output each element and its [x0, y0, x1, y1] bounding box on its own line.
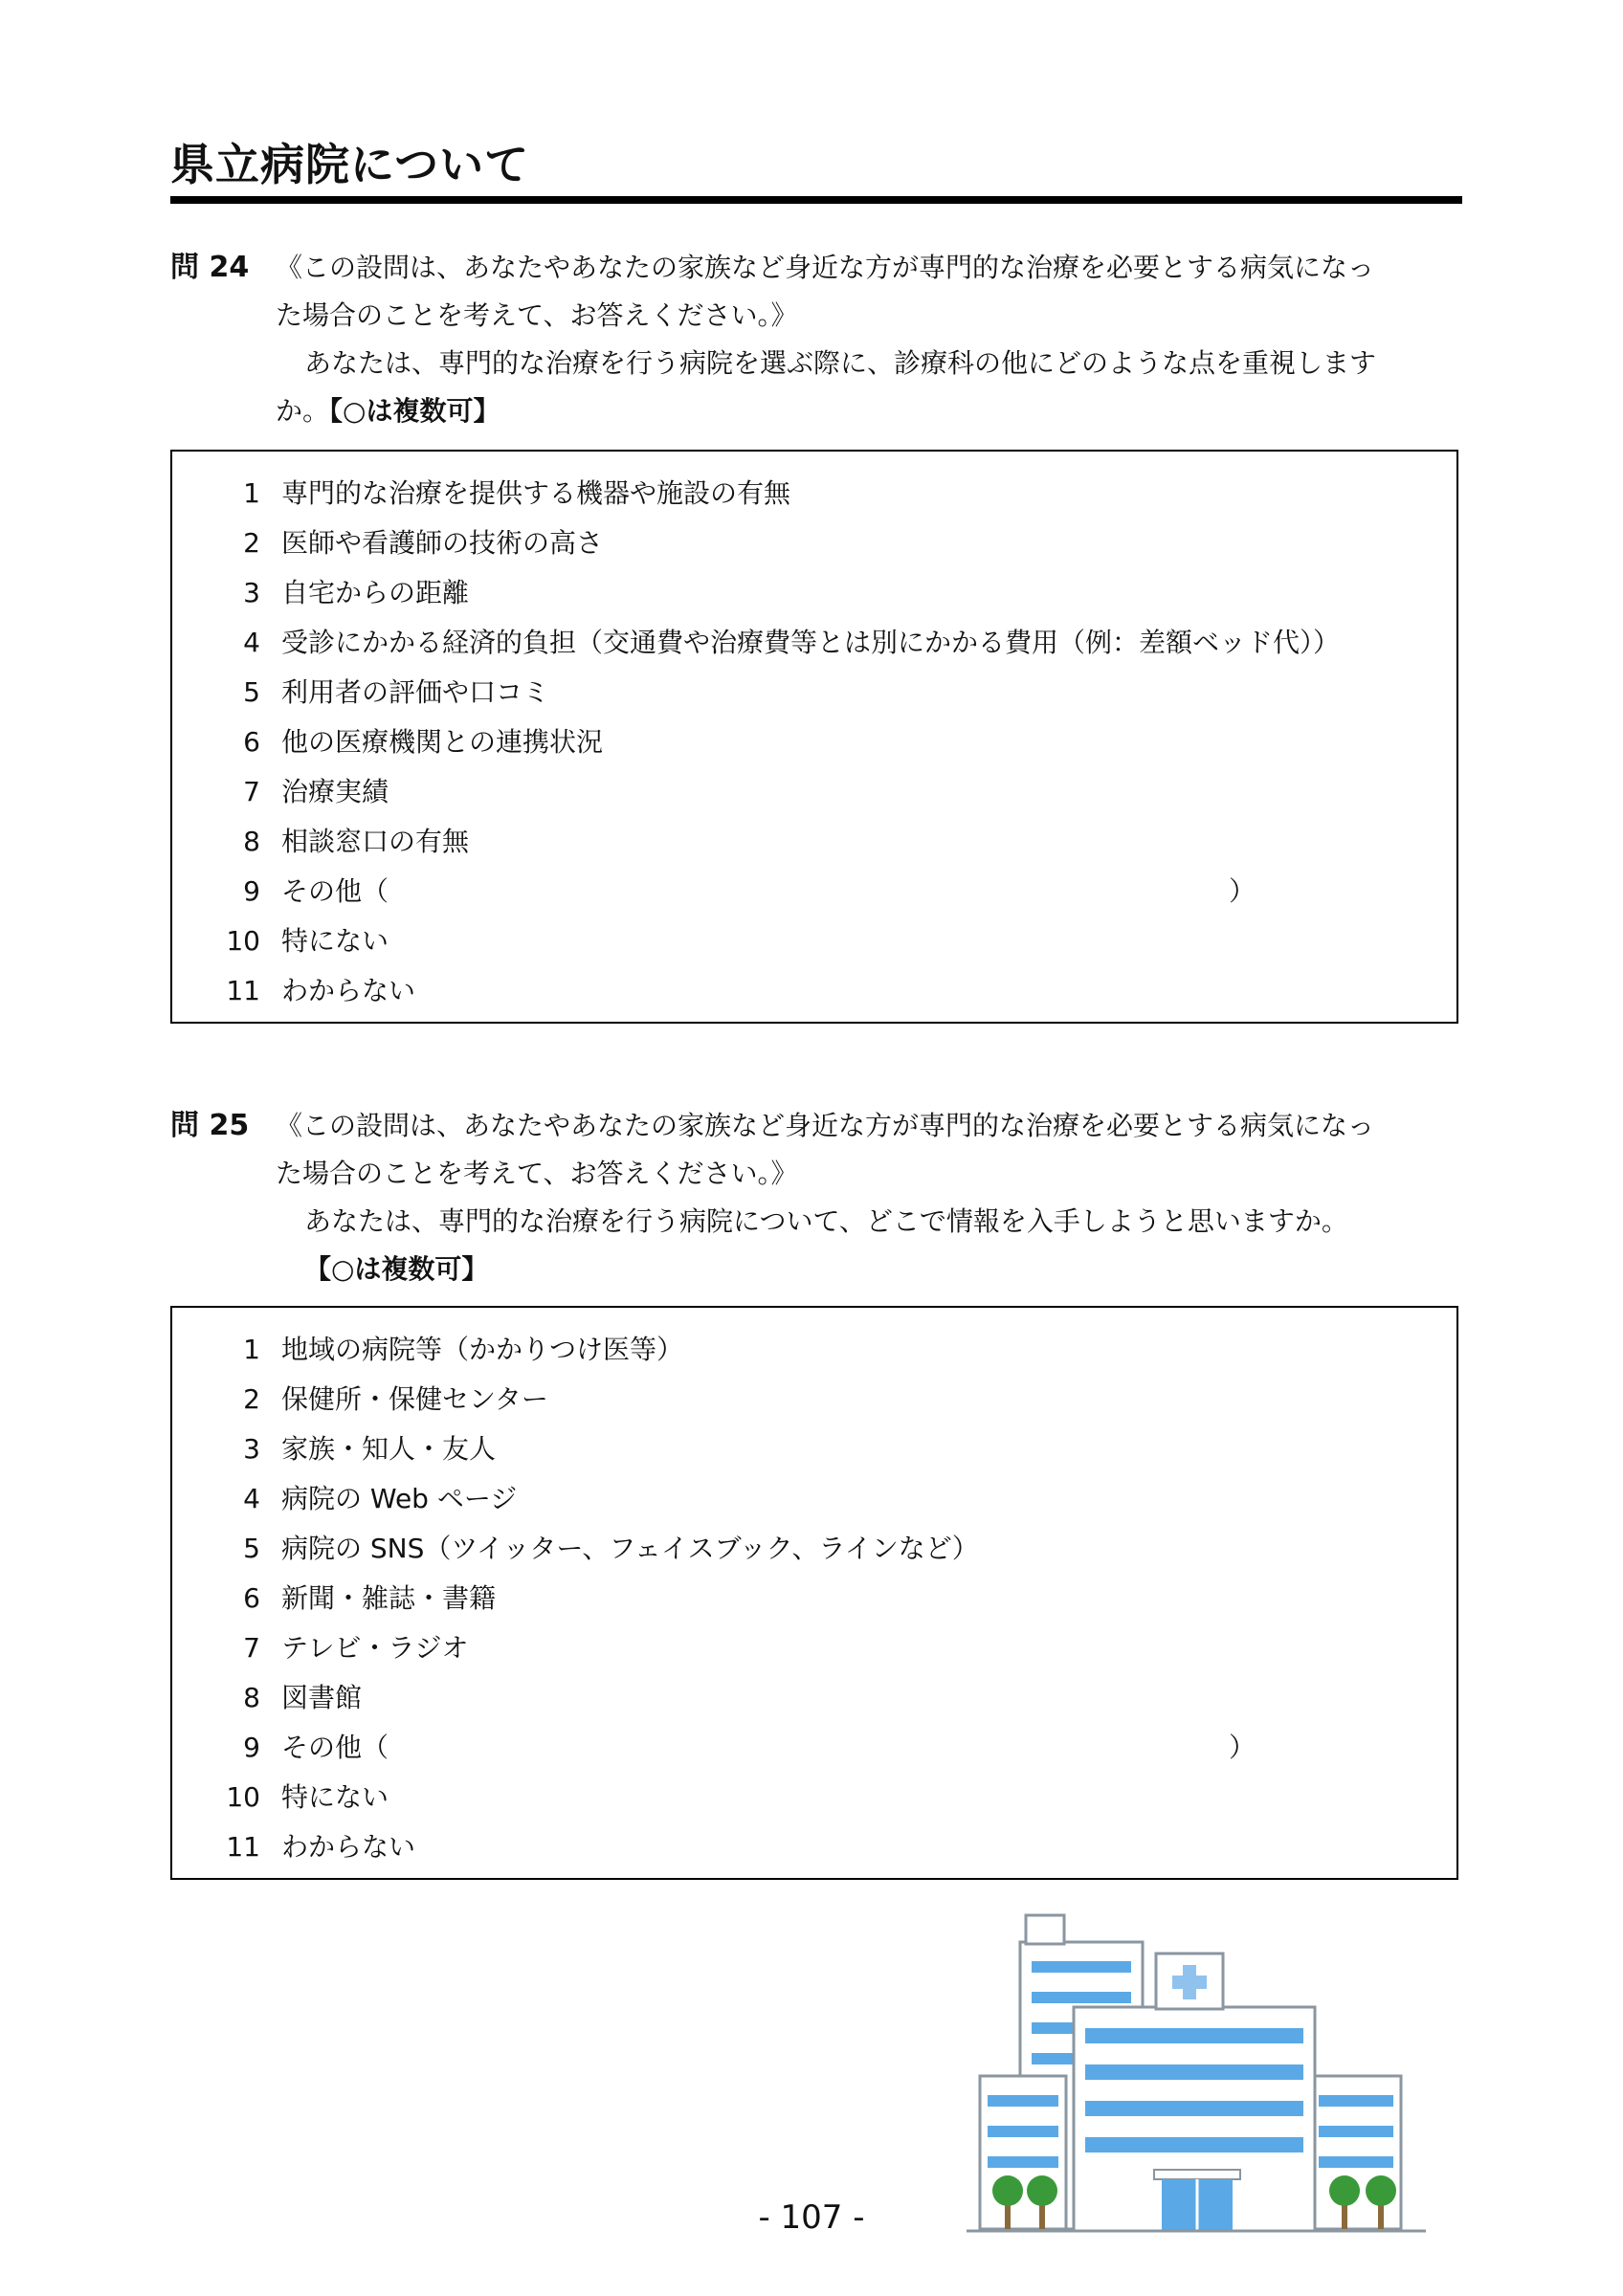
- question-number: 問 25: [170, 1109, 250, 1142]
- question-line: 《この設問は、あなたやあなたの家族など身近な方が専門的な治療を必要とする病気になっ: [276, 1110, 1375, 1141]
- option-label: 図書館: [281, 1682, 363, 1713]
- option-label: 家族・知人・友人: [281, 1433, 497, 1465]
- option-label: テレビ・ラジオ: [281, 1632, 469, 1664]
- option-label: 病院の Web ページ: [281, 1483, 518, 1514]
- option-number: 7: [243, 1632, 260, 1664]
- option-number: 8: [243, 826, 260, 857]
- question-25: [170, 1102, 1462, 1303]
- option-number: 1: [243, 1334, 260, 1365]
- question-line: [276, 1246, 1462, 1293]
- question-line: 《この設問は、あなたやあなたの家族など身近な方が専門的な治療を必要とする病気になっ: [276, 252, 1375, 283]
- option-item-other[interactable]: [172, 867, 1455, 916]
- title-rule: [170, 196, 1462, 204]
- options-box-25: [170, 1306, 1458, 1880]
- hospital-building-icon: [967, 1904, 1426, 2243]
- option-number: 11: [226, 975, 260, 1006]
- option-number: 8: [243, 1682, 260, 1713]
- option-number: 4: [243, 627, 260, 658]
- option-number: 4: [243, 1483, 260, 1514]
- option-label: 特にない: [281, 1781, 389, 1813]
- option-label: 治療実績: [281, 776, 389, 807]
- option-number: 6: [243, 1582, 260, 1614]
- option-number: 11: [226, 1831, 260, 1863]
- section-title: 県立病院について: [170, 139, 530, 190]
- option-number: 3: [243, 1433, 260, 1465]
- question-24: [170, 244, 1462, 445]
- question-text: [276, 1102, 1462, 1293]
- option-label: その他（: [281, 875, 389, 907]
- option-label: その他（: [281, 1732, 389, 1763]
- option-number: 2: [243, 1383, 260, 1415]
- option-label: 新聞・雑誌・書籍: [281, 1582, 497, 1614]
- option-label: 特にない: [281, 925, 389, 957]
- question-line: あなたは、専門的な治療を行う病院について、どこで情報を入手しようと思いますか。: [304, 1205, 1348, 1237]
- option-number: 7: [243, 776, 260, 807]
- option-label: 自宅からの距離: [281, 577, 470, 608]
- option-label: 受診にかかる経済的負担（交通費や治療費等とは別にかかる費用（例：差額ベッド代））: [281, 627, 1341, 658]
- other-close-paren: ）: [1229, 1732, 1256, 1763]
- option-label: 他の医療機関との連携状況: [281, 726, 604, 758]
- question-number: 問 24: [170, 251, 250, 284]
- option-label: 利用者の評価や口コミ: [281, 676, 550, 708]
- option-label: わからない: [281, 1831, 416, 1863]
- option-number: 9: [243, 875, 260, 907]
- option-label: 保健所・保健センター: [281, 1383, 548, 1415]
- question-line: た場合のことを考えて、お答えください。》: [276, 299, 798, 331]
- question-line-end: か。: [276, 395, 330, 427]
- option-label: 地域の病院等（かかりつけ医等）: [281, 1334, 684, 1365]
- option-number: 1: [243, 477, 260, 509]
- other-close-paren: ）: [1229, 875, 1256, 907]
- option-number: 6: [243, 726, 260, 758]
- option-number: 3: [243, 577, 260, 608]
- options-box-24: [170, 450, 1458, 1024]
- question-line: [276, 387, 1462, 435]
- option-number: 10: [226, 925, 260, 957]
- option-label: 医師や看護師の技術の高さ: [281, 527, 604, 559]
- option-number: 2: [243, 527, 260, 559]
- question-line: あなたは、専門的な治療を行う病院を選ぶ際に、診療科の他にどのような点を重視します: [304, 347, 1377, 379]
- multiple-choice-note: 【○は複数可】: [304, 1253, 489, 1285]
- option-label: わからない: [281, 975, 416, 1006]
- question-line: た場合のことを考えて、お答えください。》: [276, 1158, 798, 1189]
- option-number: 5: [243, 1533, 260, 1564]
- option-label: 専門的な治療を提供する機器や施設の有無: [281, 477, 791, 509]
- option-number: 5: [243, 676, 260, 708]
- option-number: 10: [226, 1781, 260, 1813]
- question-text: [276, 244, 1462, 435]
- option-item-other[interactable]: [172, 1723, 1455, 1773]
- option-number: 9: [243, 1732, 260, 1763]
- multiple-choice-note: 【○は複数可】: [329, 395, 500, 427]
- page-number: - 107 -: [758, 2198, 865, 2237]
- option-label: 病院の SNS（ツイッター、フェイスブック、ラインなど）: [281, 1533, 979, 1564]
- option-label: 相談窓口の有無: [281, 826, 470, 857]
